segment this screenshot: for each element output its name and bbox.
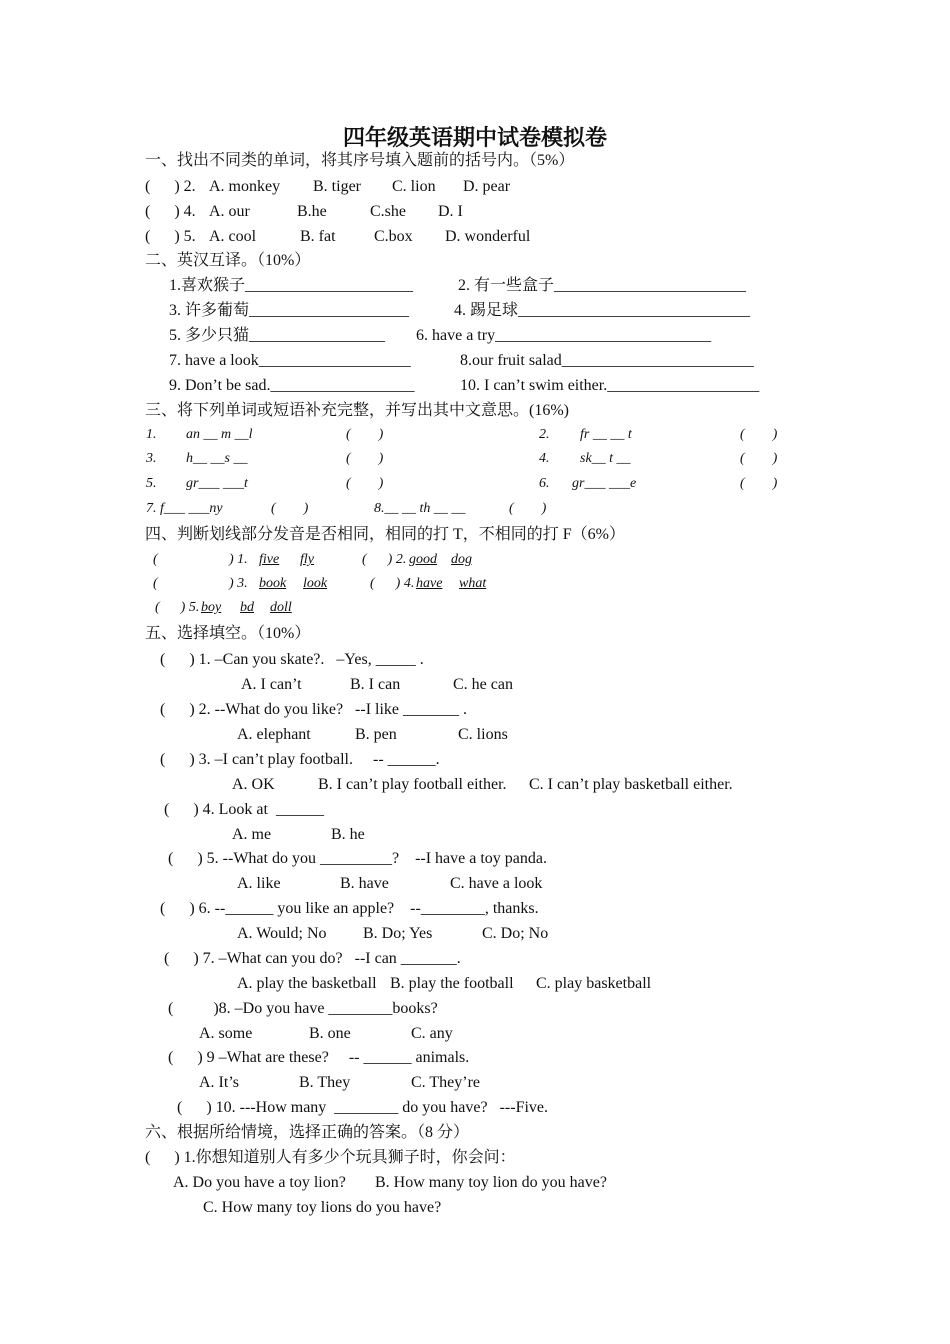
s3-r3-n2: 6. [539, 476, 550, 491]
s3-q8-paren: ( ) [509, 501, 547, 516]
s5-q3-b: B. I can’t play football either. [318, 776, 507, 793]
s1-q2-d: D. pear [463, 178, 511, 195]
s4-q3-w2: look [303, 576, 328, 591]
s4-q4-num: ( ) 4. [370, 576, 415, 591]
s4-q2-w1: dog [451, 552, 472, 567]
s1-q4-num: ( ) 4. [145, 203, 196, 220]
s4-q5-w2: bd [240, 600, 254, 615]
s5-q7-b: B. play the football [390, 975, 514, 992]
s3-r2-n1: 3. [146, 451, 157, 466]
s5-q9-c: C. They’re [411, 1074, 481, 1091]
s3-r3-n1: 5. [146, 476, 157, 491]
s3-r1-w2: fr __ __ t [580, 427, 632, 442]
s5-q5-a: A. like [237, 875, 281, 892]
s5-q8: ( )8. –Do you have ________books? [168, 1000, 438, 1017]
s5-q4: ( ) 4. Look at ______ [164, 801, 324, 818]
s2-item-1: 1.喜欢猴子_____________________ [169, 277, 414, 294]
s1-q2-a: A. monkey [209, 178, 281, 195]
s1-q2-b: B. tiger [313, 178, 361, 195]
s5-q1: ( ) 1. –Can you skate?. –Yes, _____ . [160, 651, 424, 668]
s4-q4-w1: have [416, 576, 443, 591]
s5-q5: ( ) 5. --What do you _________? --I have a toy panda. [168, 850, 547, 867]
s5-q2-a: A. elephant [237, 726, 311, 743]
s3-r3-w1: gr___ ___t [186, 476, 248, 491]
section-4-heading: 四、判断划线部分发音是否相同，相同的打 T，不相同的打 F（6%） [145, 526, 626, 543]
s3-r1-w1: an __ m __l [186, 427, 253, 442]
s5-q10: ( ) 10. ---How many ________ do you have? ---Five. [177, 1099, 549, 1116]
s5-q1-a: A. I can’t [241, 676, 302, 693]
s2-item-3: 3. 许多葡萄____________________ [169, 302, 410, 319]
s4-q3-w1: book [259, 576, 287, 591]
s1-q5-b: B. fat [300, 228, 336, 245]
s2-item-5: 5. 多少只猫_________________ [169, 327, 386, 344]
s3-r2-w2: sk__ t __ [580, 451, 631, 466]
s5-q3-a: A. OK [232, 776, 275, 793]
s3-r2-w1: h__ __s __ [186, 451, 248, 466]
s6-q1-a: A. Do you have a toy lion? [173, 1174, 346, 1191]
s4-r1-open: ( [153, 552, 158, 567]
s5-q5-c: C. have a look [450, 875, 543, 892]
s3-r2-p2: ( ) [740, 451, 778, 466]
s5-q2-b: B. pen [355, 726, 397, 743]
s1-q4-c: C.she [370, 203, 406, 220]
s1-q5-d: D. wonderful [445, 228, 531, 245]
s5-q7-c: C. play basketball [536, 975, 652, 992]
s6-q1-b: B. How many toy lion do you have? [375, 1174, 607, 1191]
s5-q2-c: C. lions [458, 726, 508, 743]
s6-q1: ( ) 1.你想知道别人有多少个玩具狮子时，你会问： [145, 1149, 516, 1166]
s1-q5-c: C.box [374, 228, 413, 245]
s2-item-2: 2. 有一些盒子________________________ [458, 277, 747, 294]
s4-q5-w1: boy [201, 600, 222, 615]
section-3-heading: 三、将下列单词或短语补充完整，并写出其中文意思。(16%) [145, 402, 569, 419]
s5-q4-b: B. he [331, 826, 365, 843]
s4-q1-w1: five [259, 552, 280, 567]
s5-q9: ( ) 9 –What are these? -- ______ animals. [168, 1049, 470, 1066]
s5-q3-c: C. I can’t play basketball either. [529, 776, 733, 793]
s5-q6-a: A. Would; No [237, 925, 327, 942]
s5-q6: ( ) 6. --______ you like an apple? --________, thanks. [160, 900, 539, 917]
s3-r2-n2: 4. [539, 451, 550, 466]
s6-q1-c: C. How many toy lions do you have? [203, 1199, 442, 1216]
s2-item-8: 8.our fruit salad________________________ [460, 352, 754, 369]
section-6-heading: 六、根据所给情境，选择正确的答案。（8 分） [145, 1124, 470, 1141]
s5-q8-a: A. some [199, 1025, 253, 1042]
s4-q4-w2: what [459, 576, 487, 591]
s5-q7: ( ) 7. –What can you do? --I can _______. [164, 950, 461, 967]
s5-q3: ( ) 3. –I can’t play football. -- ______. [160, 751, 440, 768]
s4-q5-num: ( ) 5. [155, 600, 200, 615]
s1-q4-a: A. our [209, 203, 250, 220]
s4-q2-num: ( ) 2. [362, 552, 407, 567]
s3-r3-p2: ( ) [740, 476, 778, 491]
s4-q5-w3: doll [270, 600, 292, 615]
s2-item-10: 10. I can’t swim either.___________________ [460, 377, 760, 394]
s3-r2-p1: ( ) [346, 451, 384, 466]
s4-q1-w2: fly [300, 552, 314, 567]
s5-q8-b: B. one [309, 1025, 351, 1042]
s1-q4-b: B.he [297, 203, 327, 220]
s3-r1-p1: ( ) [346, 427, 384, 442]
s5-q6-b: B. Do; Yes [363, 925, 433, 942]
s5-q2: ( ) 2. --What do you like? --I like _______ . [160, 701, 468, 718]
s1-q2-c: C. lion [392, 178, 436, 195]
s5-q1-c: C. he can [453, 676, 513, 693]
s2-item-9: 9. Don’t be sad.__________________ [169, 377, 415, 394]
s5-q6-c: C. Do; No [482, 925, 549, 942]
s5-q9-a: A. It’s [199, 1074, 239, 1091]
s1-q5-a: A. cool [209, 228, 257, 245]
s3-q8: 8.__ __ th __ __ [374, 501, 466, 516]
s1-q4-d: D. I [438, 203, 463, 220]
s3-r3-p1: ( ) [346, 476, 384, 491]
s3-r1-p2: ( ) [740, 427, 778, 442]
section-2-heading: 二、英汉互译。（10%） [145, 252, 311, 269]
s5-q5-b: B. have [340, 875, 389, 892]
s2-item-4: 4. 踢足球_____________________________ [454, 302, 751, 319]
s5-q4-a: A. me [232, 826, 272, 843]
s5-q8-c: C. any [411, 1025, 453, 1042]
s2-item-7: 7. have a look___________________ [169, 352, 411, 369]
s5-q1-b: B. I can [350, 676, 401, 693]
page-title: 四年级英语期中试卷模拟卷 [342, 125, 607, 150]
s4-r2-open: ( [153, 576, 158, 591]
s3-r3-w2: gr___ ___e [572, 476, 637, 491]
s1-q5-num: ( ) 5. [145, 228, 196, 245]
s3-r1-n2: 2. [539, 427, 550, 442]
s3-q7-paren: ( ) [271, 501, 309, 516]
s5-q9-b: B. They [299, 1074, 351, 1091]
s4-q1-num: ) 1. [229, 552, 248, 567]
section-1-heading: 一、找出不同类的单词，将其序号填入题前的括号内。（5%） [145, 152, 575, 169]
s3-r1-n1: 1. [146, 427, 157, 442]
s1-q2-num: ( ) 2. [145, 178, 196, 195]
s3-q7: 7. f___ ___ny [146, 501, 223, 516]
section-5-heading: 五、选择填空。（10%） [145, 625, 311, 642]
s5-q7-a: A. play the basketball [237, 975, 377, 992]
s2-item-6: 6. have a try___________________________ [416, 327, 712, 344]
s4-q2-w0: good [409, 552, 437, 567]
s4-q3-num: ) 3. [229, 576, 248, 591]
